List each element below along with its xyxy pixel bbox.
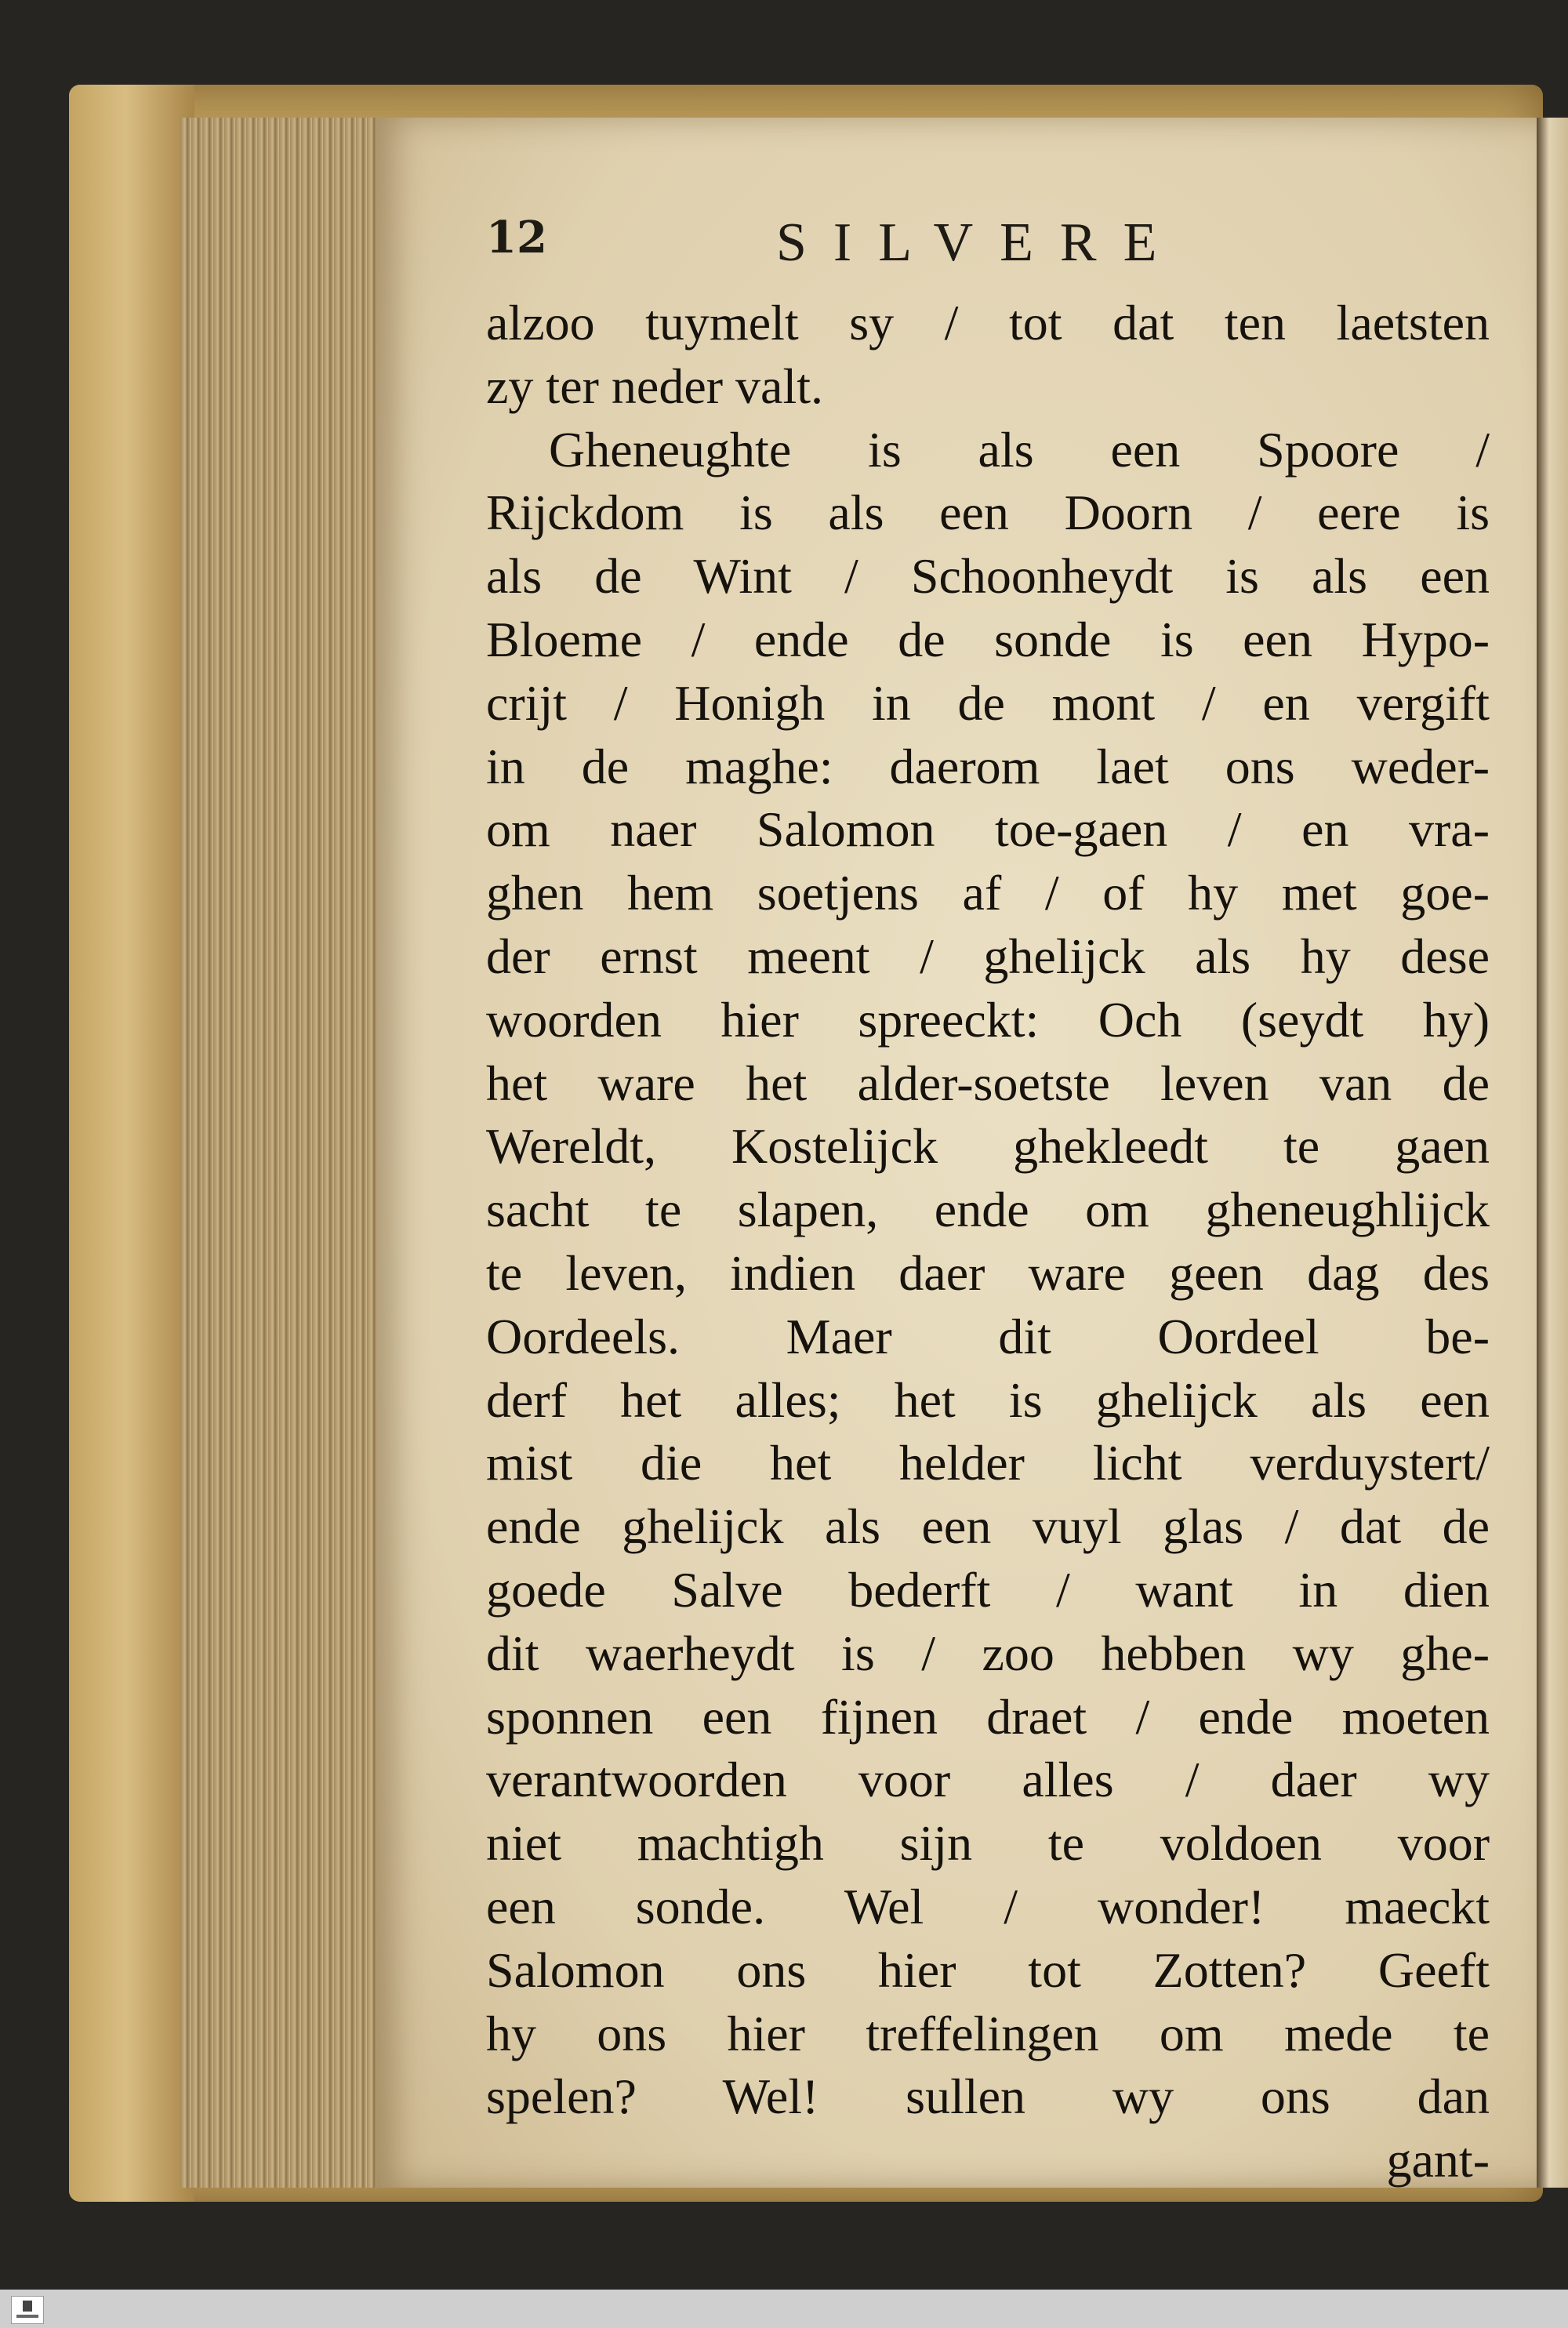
text-line: Rijckdom is als een Doorn / eere is [486,485,1490,541]
facing-page-edge [1537,118,1568,2188]
text-line: als de Wint / Schoonheydt is als een [486,548,1490,605]
text-line: mist die het helder licht verduystert/ [486,1435,1490,1491]
book-spine [69,85,194,2202]
text-line: dit waerheydt is / zoo hebben wy ghe- [486,1625,1490,1681]
text-line: spelen? Wel! sullen wy ons dan [486,2068,1490,2125]
text-line: om naer Salomon toe-gaen / en vra- [486,801,1490,858]
text-line: ghen hem soetjens af / of hy met goe- [486,865,1490,921]
text-line: een sonde. Wel / wonder! maeckt [486,1878,1490,1934]
page-number: 12 [486,212,547,263]
text-line: der ernst meent / ghelijck als hy dese [486,928,1490,984]
text-line: in de maghe: daerom laet ons weder- [486,738,1490,794]
text-line: sacht te slapen, ende om gheneughlijck [486,1182,1490,1238]
text-line: goede Salve bederft / want in dien [486,1561,1490,1618]
text-line: derf het alles; het is ghelijck als een [486,1371,1490,1428]
text-line: verantwoorden voor alles / daer wy [486,1752,1490,1808]
text-line: Salomon ons hier tot Zotten? Geeft [486,1941,1490,1998]
running-head: SILVERE [776,212,1184,273]
text-line: alzoo tuymelt sy / tot dat ten laetsten [486,295,1490,350]
text-line: Bloeme / ende de sonde is een Hypo- [486,611,1490,667]
text-line: het ware het alder-soetste leven van de [486,1055,1490,1111]
text-line: niet machtigh sijn te voldoen voor [486,1815,1490,1872]
body-text [486,292,1490,2192]
text-line: Wereldt, Kostelijck ghekleedt te gaen [486,1118,1490,1175]
text-line: Oordeels. Maer dit Oordeel be- [486,1308,1490,1364]
text-line: te leven, indien daer ware geen dag des [486,1244,1490,1301]
text-line: ende ghelijck als een vuyl glas / dat de [486,1498,1490,1555]
text-line: crijt / Honigh in de mont / en vergift [486,674,1490,731]
text-line: hy ons hier treffelingen om mede te [486,2005,1490,2061]
text-line: Gheneughte is als een Spoore / [549,421,1490,478]
text-line: sponnen een fijnen draet / ende moeten [486,1688,1490,1745]
library-logo-icon [11,2296,44,2324]
page-edges [180,118,392,2188]
page-header [486,212,1490,282]
text-line: zy ter neder valt. [486,358,823,414]
catchword: gant- [1386,2132,1490,2188]
viewer-footer-bar [0,2290,1568,2328]
text-line: woorden hier spreeckt: Och (seydt hy) [486,991,1490,1048]
